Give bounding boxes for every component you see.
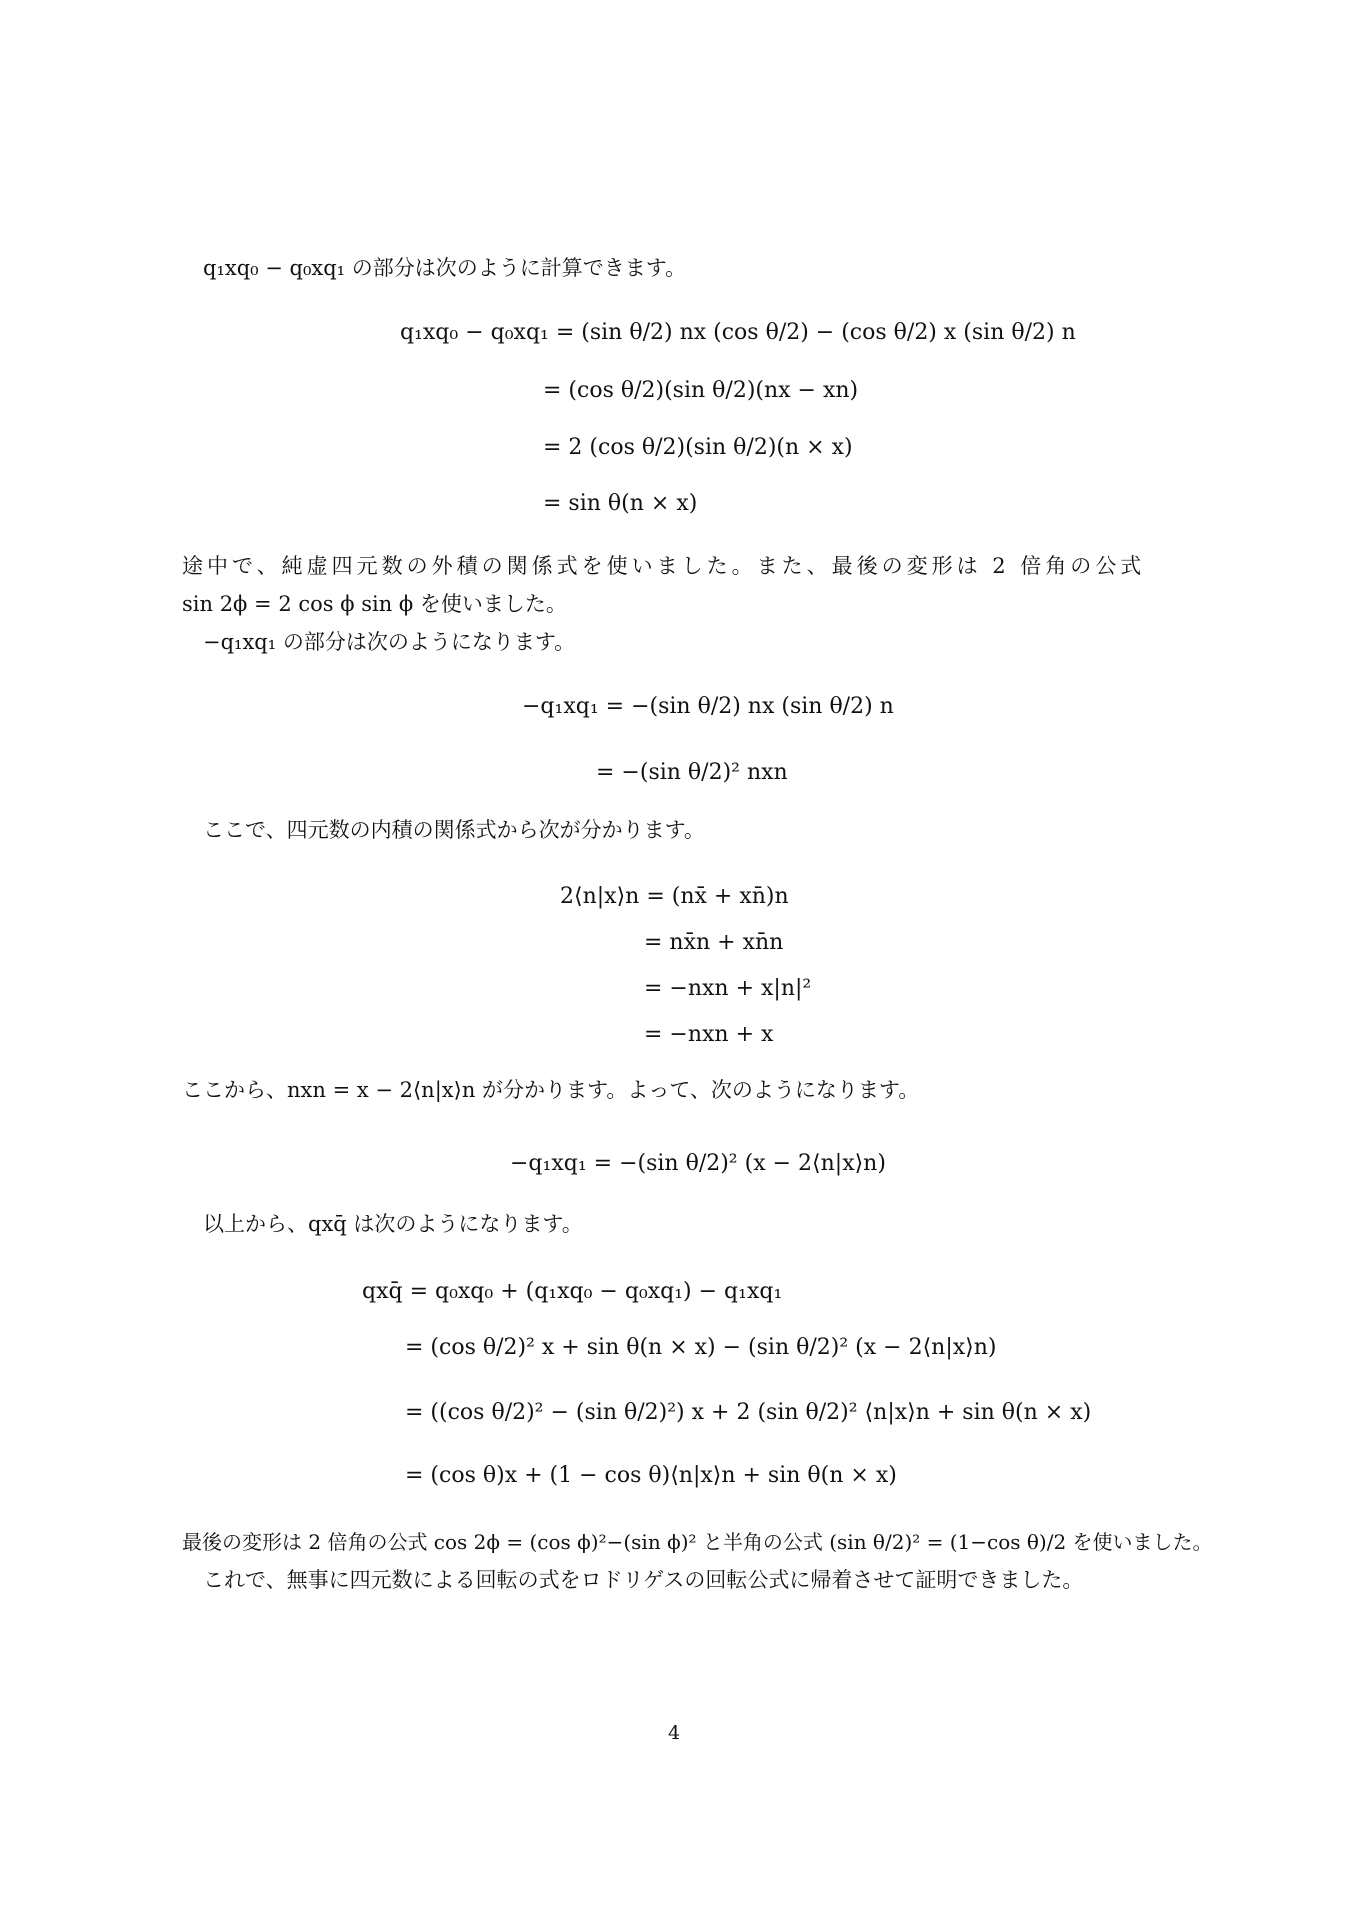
- paragraph-q1xq0-intro: q₁xq₀ − q₀xq₁ の部分は次のように計算できます。: [203, 256, 687, 280]
- paragraph-cross-product-note: 途中で、純虚四元数の外積の関係式を使いました。また、最後の変形は 2 倍角の公式: [182, 554, 1146, 578]
- equation-5-line-2: = (cos θ/2)² x + sin θ(n × x) − (sin θ/2)² (x − 2⟨n|x⟩n): [405, 1335, 997, 1360]
- paragraph-q1xq1-intro: −q₁xq₁ の部分は次のようになります。: [203, 630, 576, 654]
- paragraph-double-half-angle-note: 最後の変形は 2 倍角の公式 cos 2ϕ = (cos ϕ)²−(sin ϕ)² と半角の公式 (sin θ/2)² = (1−cos θ)/2 を使いました。: [182, 1530, 1213, 1554]
- equation-1-line-1: q₁xq₀ − q₀xq₁ = (sin θ/2) nx (cos θ/2) − (cos θ/2) x (sin θ/2) n: [400, 320, 1076, 345]
- equation-5-line-4: = (cos θ)x + (1 − cos θ)⟨n|x⟩n + sin θ(n × x): [405, 1463, 897, 1488]
- paragraph-nxn-result: ここから、nxn = x − 2⟨n|x⟩n が分かります。よって、次のようになります。: [182, 1078, 920, 1102]
- equation-4-line-1: −q₁xq₁ = −(sin θ/2)² (x − 2⟨n|x⟩n): [510, 1151, 886, 1176]
- paragraph-double-angle-sin: sin 2ϕ = 2 cos ϕ sin ϕ を使いました。: [182, 592, 567, 616]
- paragraph-conclusion: これで、無事に四元数による回転の式をロドリゲスの回転公式に帰着させて証明できました。: [203, 1568, 1084, 1592]
- equation-1-line-2: = (cos θ/2)(sin θ/2)(nx − xn): [543, 378, 859, 403]
- equation-3-line-3: = −nxn + x|n|²: [644, 976, 812, 1001]
- equation-5-line-1: qxq̄ = q₀xq₀ + (q₁xq₀ − q₀xq₁) − q₁xq₁: [362, 1279, 783, 1304]
- equation-1-line-4: = sin θ(n × x): [543, 491, 698, 516]
- equation-1-line-3: = 2 (cos θ/2)(sin θ/2)(n × x): [543, 435, 853, 460]
- equation-3-line-4: = −nxn + x: [644, 1022, 774, 1047]
- equation-2-line-2: = −(sin θ/2)² nxn: [596, 760, 788, 785]
- paragraph-qxq-bar-intro: 以上から、qxq̄ は次のようになります。: [203, 1212, 583, 1236]
- page-number: 4: [668, 1722, 681, 1744]
- equation-2-line-1: −q₁xq₁ = −(sin θ/2) nx (sin θ/2) n: [522, 694, 894, 719]
- equation-3-line-1: 2⟨n|x⟩n = (nx̄ + xn̄)n: [560, 884, 789, 909]
- equation-5-line-3: = ((cos θ/2)² − (sin θ/2)²) x + 2 (sin θ/2)² ⟨n|x⟩n + sin θ(n × x): [405, 1400, 1092, 1425]
- equation-3-line-2: = nx̄n + xn̄n: [644, 930, 784, 955]
- paragraph-inner-product-note: ここで、四元数の内積の関係式から次が分かります。: [203, 818, 705, 842]
